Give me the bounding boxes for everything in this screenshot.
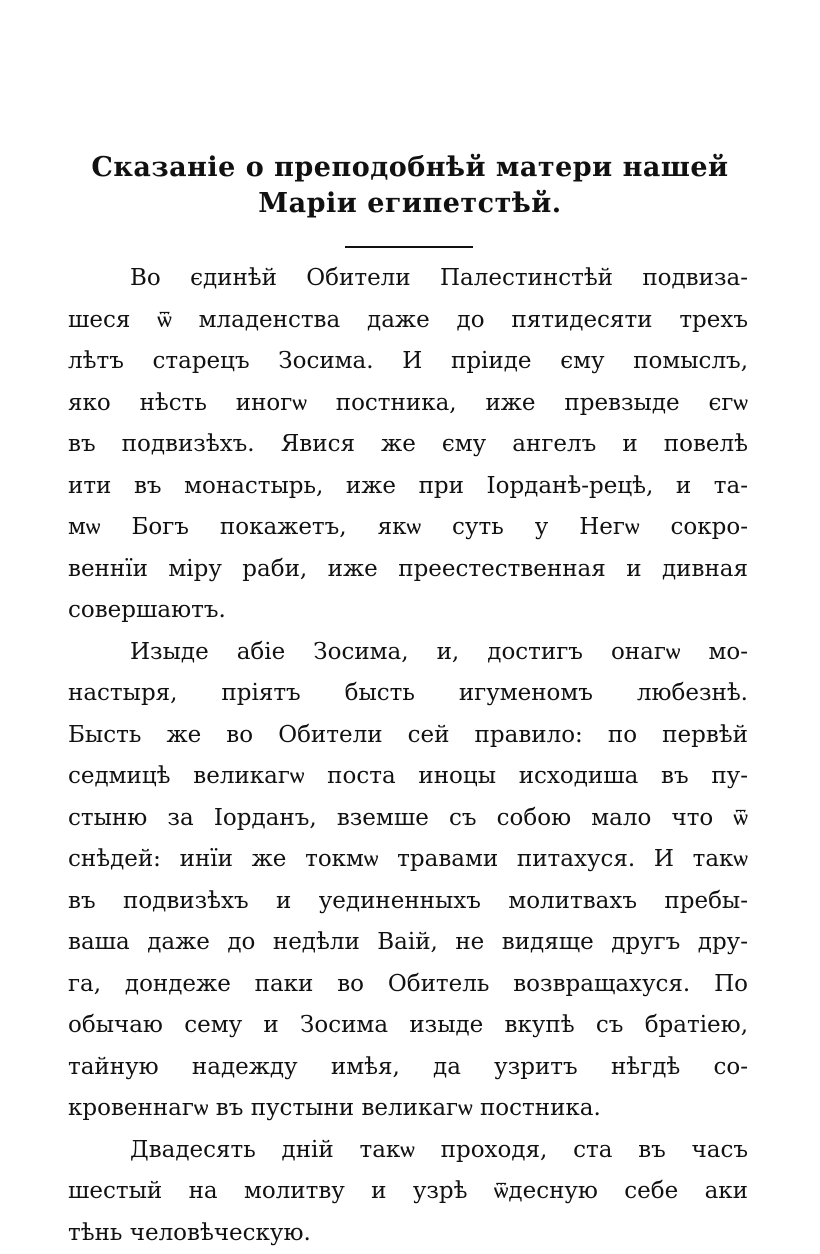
text-line: тѣнь человѣческую.	[68, 1213, 748, 1254]
page-title-line-2: Маріи египетстѣй.	[60, 188, 760, 219]
text-line: мѡ Богъ покажетъ, якѡ суть у Негѡ сокро-	[68, 507, 748, 549]
text-line: яко нѣсть иногѡ постника, иже превзыде єгѡ	[68, 383, 748, 425]
text-line: тайную надежду имѣя, да узритъ нѣгдѣ со-	[68, 1047, 748, 1089]
text-line: въ подвизѣхъ. Явися же єму ангелъ и повелѣ	[68, 424, 748, 466]
text-line: ити въ монастырь, иже при Іорданѣ-рецѣ, и та-	[68, 466, 748, 508]
text-line: Во єдинѣй Обители Палестинстѣй подвиза-	[68, 258, 748, 300]
text-line: лѣтъ старецъ Зосима. И пріиде єму помыслъ,	[68, 341, 748, 383]
text-line: стыню за Іорданъ, вземше съ собою мало что ѿ	[68, 798, 748, 840]
text-line: седмицѣ великагѡ поста иноцы исходиша въ пу-	[68, 756, 748, 798]
title-divider	[345, 246, 473, 248]
text-line: снѣдей: инїи же токмѡ травами питахуся. И такѡ	[68, 839, 748, 881]
text-line: шестый на молитву и узрѣ ѿдесную себе аки	[68, 1171, 748, 1213]
text-line: кровеннагѡ въ пустыни великагѡ постника.	[68, 1088, 748, 1130]
text-line: веннїи міру раби, иже преестественная и дивная	[68, 549, 748, 591]
text-line: шеся ѿ младенства даже до пятидесяти трехъ	[68, 300, 748, 342]
text-line: га, дондеже паки во Обитель возвращахуся. По	[68, 964, 748, 1006]
text-line: ваша даже до недѣли Ваій, не видяще другъ дру-	[68, 922, 748, 964]
text-line: Бысть же во Обители сей правило: по первѣй	[68, 715, 748, 757]
text-line: обычаю сему и Зосима изыде вкупѣ съ братіею,	[68, 1005, 748, 1047]
text-line: Двадесять дній такѡ проходя, ста въ часъ	[68, 1130, 748, 1172]
page-title-line-1: Сказаніе о преподобнѣй матери нашей	[60, 152, 760, 183]
text-line: совершаютъ.	[68, 590, 748, 632]
text-line: настыря, пріятъ бысть игуменомъ любезнѣ.	[68, 673, 748, 715]
text-line: въ подвизѣхъ и уединенныхъ молитвахъ пребы-	[68, 881, 748, 923]
body-text	[68, 258, 748, 1254]
text-line: Изыде абіе Зосима, и, достигъ онагѡ мо-	[68, 632, 748, 674]
